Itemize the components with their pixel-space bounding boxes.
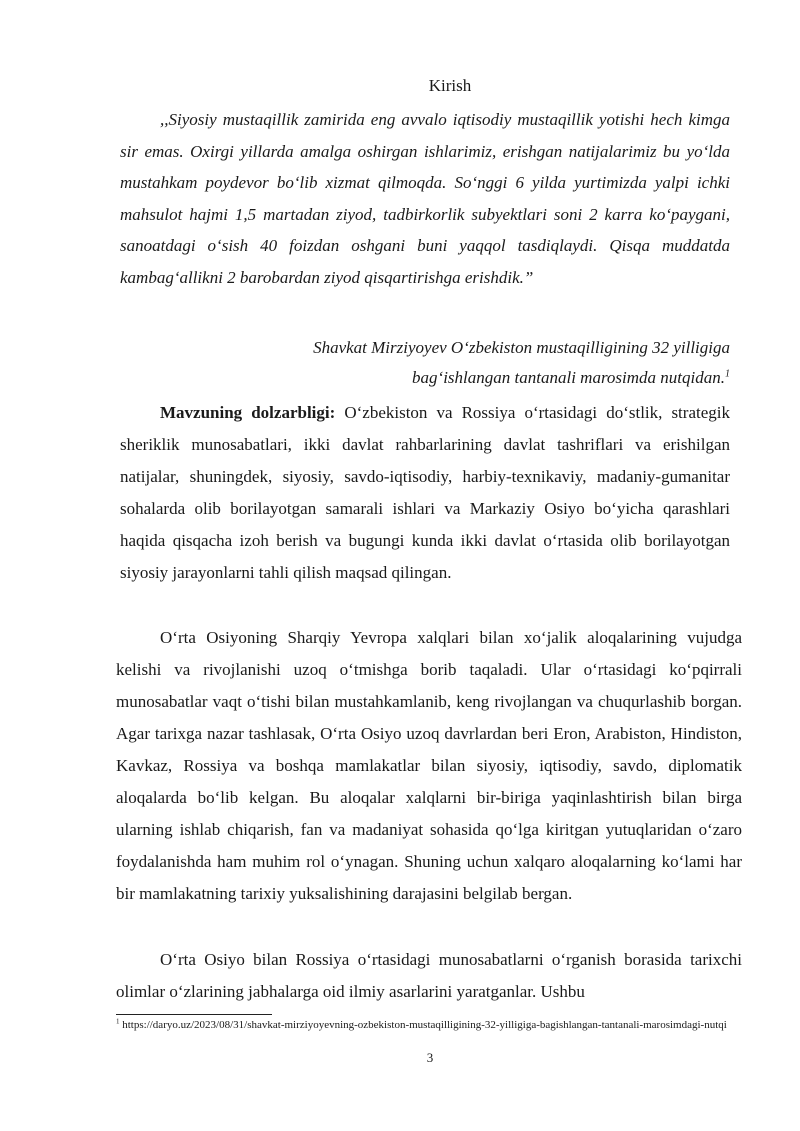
footnote-marker: 1 xyxy=(116,1017,120,1026)
footnote-reference[interactable]: 1 xyxy=(725,368,730,380)
body-paragraph: O‘rta Osiyoning Sharqiy Yevropa xalqlari bilan xo‘jalik aloqalarining vujudga kelishi va rivojlanishi uzoq o‘tmishga borib taqaladi. Ular o‘rtasidagi ko‘pqirrali munosabatlar vaqt o‘tishi bilan mustahkamlanib, keng rivojlangan va chuqurlashib borgan. Agar tarixga nazar tashlasak, O‘rta Osiyo uzoq davrlardan beri Eron, Arabiston, Hindiston, Kavkaz, Rossiya va boshqa mamlakatlar bilan siyosiy, iqtisodiy, savdo, diplomatik aloqalarda bo‘lib kelgan. Bu aloqalar xalqlarni bir-biriga yaqinlashtirish bilan birga ularning ishlab chiqarish, fan va madaniyat sohasida qo‘lga kiritgan yutuqlaridan o‘zaro foydalanishda ham muhim rol o‘ynagan. Shuning uchun xalqaro aloqalarning ko‘lami har bir mamlakatning tarixiy yuksalishining darajasini belgilab bergan. xyxy=(116,628,742,903)
attribution-line-1: Shavkat Mirziyoyev O‘zbekiston mustaqilligining 32 yilligiga xyxy=(313,338,730,357)
footnote-divider xyxy=(116,1014,272,1015)
footnote xyxy=(116,1018,736,1032)
body-paragraph: O‘rta Osiyo bilan Rossiya o‘rtasidagi munosabatlarni o‘rganish borasida tarixchi olimlar o‘zlarining jabhalarga oid ilmiy asarlarini yaratganlar. Ushbu xyxy=(116,950,742,1001)
attribution-line-2: bag‘ishlangan tantanali marosimda nutqidan. xyxy=(412,368,725,387)
relevance-text: O‘zbekiston va Rossiya o‘rtasidagi do‘stlik, strategik sheriklik munosabatlari, ikki davlat rahbarlarining davlat tashriflari va erishilgan natijalar, shuningdek, siyosiy, savdo-iqtisodiy, harbiy-texnikaviy, madaniy-gumanitar sohalarda olib borilayotgan samarali ishlari va Markaziy Osiyo bo‘yicha qarashlari haqida qisqacha izoh berish va bugungi kunda ikki davlat o‘rtasida olib borilayotgan siyosiy jarayonlarni tahli qilish maqsad qilingan. xyxy=(120,403,730,582)
epigraph-quote: ,,Siyosiy mustaqillik zamirida eng avvalo iqtisodiy mustaqillik yotishi hech kimga sir emas. Oxirgi yillarda amalga oshirgan ishlarimiz, erishgan natijalarimiz bu yo‘lda mustahkam poydevor bo‘lib xizmat qilmoqda. So‘nggi 6 yilda yurtimizda yalpi ichki mahsulot hajmi 1,5 martadan ziyod, tadbirkorlik subyektlari soni 2 karra ko‘paygani, sanoatdagi o‘sish 40 foizdan oshgani buni yaqqol tasdiqlaydi. Qisqa muddatda kambag‘allikni 2 barobardan ziyod qisqartirishga erishdik.” xyxy=(120,110,730,287)
relevance-paragraph xyxy=(120,397,730,589)
epigraph-attribution xyxy=(120,333,730,393)
section-heading: Kirish xyxy=(428,76,472,95)
footnote-link[interactable]: https://daryo.uz/2023/08/31/shavkat-mirziyoyevning-ozbekiston-mustaqilligining-32-yilligiga-bagishlangan-tantanali-marosimdagi-nutqi xyxy=(119,1019,727,1031)
page-number: 3 xyxy=(426,1050,434,1065)
relevance-label: Mavzuning dolzarbligi: xyxy=(160,403,336,422)
